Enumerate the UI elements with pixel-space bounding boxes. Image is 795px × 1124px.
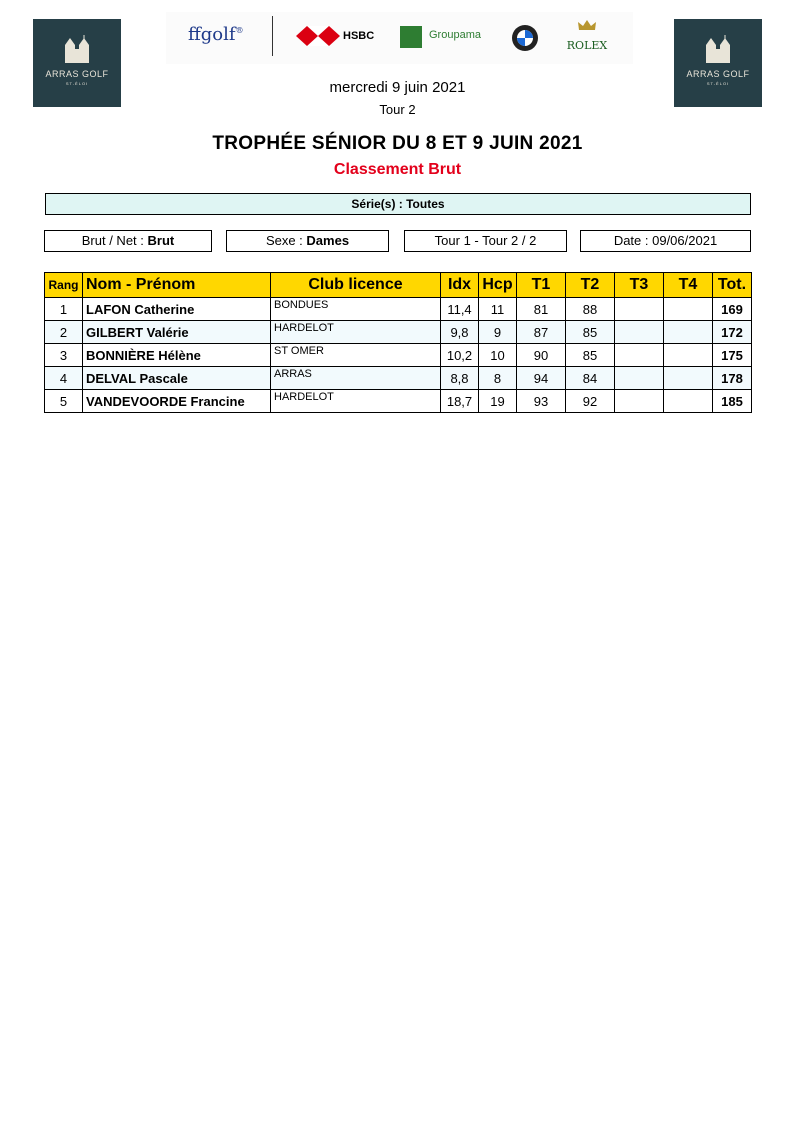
cell-t1: 81 (517, 298, 566, 321)
cell-t1: 93 (517, 390, 566, 413)
cell-t3 (615, 367, 664, 390)
cell-t2: 85 (566, 321, 615, 344)
cell-t3 (615, 344, 664, 367)
cell-t1: 90 (517, 344, 566, 367)
table-header-row (45, 273, 752, 298)
cell-t4 (664, 390, 713, 413)
cell-t4 (664, 367, 713, 390)
cell-rang: 5 (45, 390, 83, 413)
header-idx: Idx (441, 273, 479, 298)
cell-tot: 172 (713, 321, 752, 344)
castle-icon (61, 35, 93, 65)
cell-rang: 2 (45, 321, 83, 344)
cell-rang: 4 (45, 367, 83, 390)
logo-sub: ST-ÉLOI (65, 81, 89, 86)
header-tot: Tot. (713, 273, 752, 298)
cell-hcp: 19 (479, 390, 517, 413)
header-rang: Rang (45, 273, 83, 298)
cell-idx: 18,7 (441, 390, 479, 413)
cell-t4 (664, 298, 713, 321)
crown-icon (577, 18, 597, 32)
cell-club: ARRAS (271, 367, 441, 390)
cell-t1: 94 (517, 367, 566, 390)
header-t2: T2 (566, 273, 615, 298)
logo-name: ARRAS GOLF (686, 69, 750, 79)
header-t4: T4 (664, 273, 713, 298)
table-row (45, 367, 752, 390)
cell-tot: 175 (713, 344, 752, 367)
cell-club: ST OMER (271, 344, 441, 367)
cell-t3 (615, 390, 664, 413)
cell-idx: 9,8 (441, 321, 479, 344)
brut-net-box (44, 230, 212, 252)
cell-t4 (664, 344, 713, 367)
cell-idx: 11,4 (441, 298, 479, 321)
brut-net-value: Brut (147, 233, 175, 248)
cell-t2: 84 (566, 367, 615, 390)
table-row (45, 390, 752, 413)
tours-box: Tour 1 - Tour 2 / 2 (404, 230, 567, 252)
cell-club: HARDELOT (271, 321, 441, 344)
cell-t2: 88 (566, 298, 615, 321)
hsbc-hexagon-icon (296, 26, 340, 46)
cell-nom: LAFON Catherine (83, 298, 271, 321)
cell-hcp: 11 (479, 298, 517, 321)
cell-tot: 185 (713, 390, 752, 413)
cell-idx: 8,8 (441, 367, 479, 390)
table-row (45, 321, 752, 344)
header-t3: T3 (615, 273, 664, 298)
bmw-logo (511, 24, 539, 57)
cell-nom: BONNIÈRE Hélène (83, 344, 271, 367)
series-filter: Série(s) : Toutes (45, 193, 751, 215)
cell-rang: 1 (45, 298, 83, 321)
cell-t3 (615, 298, 664, 321)
castle-icon (702, 35, 734, 65)
cell-t1: 87 (517, 321, 566, 344)
event-date: mercredi 9 juin 2021 (329, 79, 466, 96)
sexe-value: Dames (306, 233, 350, 248)
header-club: Club licence (271, 273, 441, 298)
sexe-box (226, 230, 389, 252)
cell-hcp: 9 (479, 321, 517, 344)
header-nom: Nom - Prénom (83, 273, 271, 298)
ranking-subtitle: Classement Brut (333, 161, 462, 178)
cell-rang: 3 (45, 344, 83, 367)
date-box: Date : 09/06/2021 (580, 230, 751, 252)
groupama-mark-icon (400, 26, 422, 48)
cell-club: HARDELOT (271, 390, 441, 413)
cell-t3 (615, 321, 664, 344)
sponsor-band (166, 12, 633, 64)
logo-name: ARRAS GOLF (45, 69, 109, 79)
rolex-text: ROLEX (566, 39, 608, 52)
rolex-logo (562, 18, 612, 52)
cell-club: BONDUES (271, 298, 441, 321)
cell-t2: 85 (566, 344, 615, 367)
cell-nom: DELVAL Pascale (83, 367, 271, 390)
cell-hcp: 10 (479, 344, 517, 367)
table-row (45, 344, 752, 367)
results-table (44, 272, 752, 413)
cell-nom: GILBERT Valérie (83, 321, 271, 344)
header-hcp: Hcp (479, 273, 517, 298)
cell-tot: 169 (713, 298, 752, 321)
tour-label: Tour 2 (379, 102, 416, 117)
cell-nom: VANDEVOORDE Francine (83, 390, 271, 413)
logo-sub: ST-ÉLOI (706, 81, 730, 86)
brut-net-label: Brut / Net : (81, 233, 144, 248)
cell-t2: 92 (566, 390, 615, 413)
cell-tot: 178 (713, 367, 752, 390)
groupama-text: Groupama (429, 29, 481, 41)
sponsor-divider (272, 16, 273, 56)
page-title: TROPHÉE SÉNIOR DU 8 ET 9 JUIN 2021 (212, 133, 583, 154)
cell-idx: 10,2 (441, 344, 479, 367)
sexe-label: Sexe : (265, 233, 303, 248)
bmw-roundel-icon (511, 24, 539, 52)
cell-t4 (664, 321, 713, 344)
hsbc-text: HSBC (343, 30, 375, 42)
cell-hcp: 8 (479, 367, 517, 390)
ffgolf-logo: ffgolf® (188, 24, 244, 45)
header-t1: T1 (517, 273, 566, 298)
table-row (45, 298, 752, 321)
